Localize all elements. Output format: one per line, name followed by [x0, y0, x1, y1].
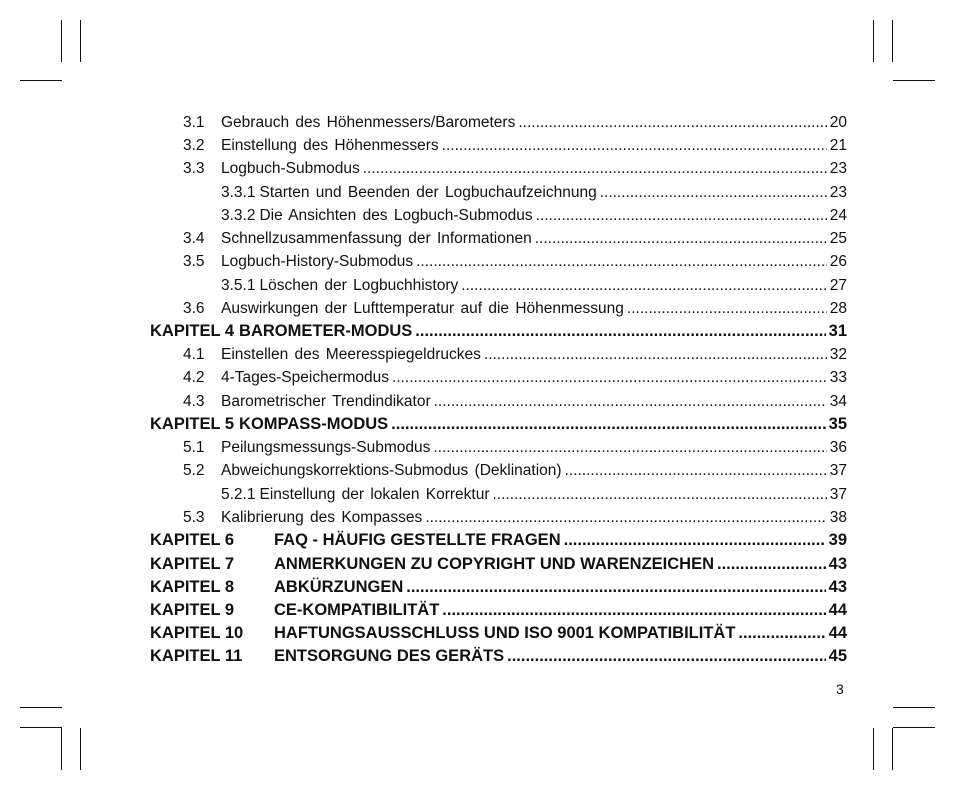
toc-leader-dots: [416, 253, 827, 271]
toc-leader-dots: [425, 509, 826, 527]
toc-entry-number: KAPITEL 4: [150, 322, 235, 340]
toc-entry-page: 43: [828, 578, 847, 596]
toc-chapter-entry: [150, 531, 847, 553]
toc-entry-number: KAPITEL 6: [150, 531, 235, 549]
toc-chapter-entry: [150, 578, 847, 600]
toc-entry-title: Logbuch-Submodus: [221, 160, 360, 177]
toc-entry: [150, 509, 847, 531]
toc-chapter-entry: [150, 601, 847, 623]
toc-entry-number: KAPITEL 9: [150, 601, 235, 619]
toc-entry-page: 23: [829, 160, 847, 177]
toc-entry-page: 37: [829, 486, 847, 503]
toc-entry-number: KAPITEL 8: [150, 578, 235, 596]
toc-entry: [150, 207, 847, 229]
toc-entry-page: 24: [829, 207, 847, 224]
toc-entry-number: 3.3: [183, 160, 205, 177]
toc-entry-page: 44: [828, 601, 847, 619]
toc-entry-page: 25: [829, 230, 847, 247]
toc-entry-title: CE-KOMPATIBILITÄT: [274, 601, 440, 619]
toc-entry-title: Abweichungskorrektions-Submodus (Deklination): [221, 462, 562, 479]
toc-leader-dots: [363, 160, 827, 178]
toc-entry-page: 36: [829, 439, 847, 456]
toc-entry: [150, 462, 847, 484]
toc-entry-title: ENTSORGUNG DES GERÄTS: [274, 647, 505, 665]
toc-leader-dots: [433, 439, 826, 457]
toc-leader-dots: [415, 322, 825, 341]
toc-entry: [150, 137, 847, 159]
toc-entry-page: 26: [829, 253, 847, 270]
toc-entry-title: Einstellung des Höhenmessers: [221, 137, 439, 154]
toc-entry-number: 4.1: [183, 346, 205, 363]
toc-entry-title: Starten und Beenden der Logbuchaufzeichnung: [259, 184, 597, 201]
toc-entry: [150, 277, 847, 299]
toc-leader-dots: [442, 137, 827, 155]
toc-leader-dots: [600, 184, 827, 202]
toc-entry: [150, 439, 847, 461]
toc-chapter-entry: [150, 624, 847, 646]
toc-entry-title: BAROMETER-MODUS: [239, 322, 413, 340]
toc-entry-page: 20: [829, 114, 847, 131]
toc-entry-number: 4.3: [183, 393, 205, 410]
toc-entry-title: Barometrischer Trendindikator: [221, 393, 431, 410]
toc-entry-title: FAQ - HÄUFIG GESTELLTE FRAGEN: [274, 531, 561, 549]
toc-entry-number: 3.1: [183, 114, 205, 131]
toc-entry-number: 5.2.1: [221, 486, 256, 503]
toc-entry-number: 4.2: [183, 369, 205, 386]
toc-leader-dots: [392, 369, 827, 387]
toc-entry-title: HAFTUNGSAUSSCHLUSS UND ISO 9001 KOMPATIBILITÄT: [274, 624, 736, 642]
toc-entry-page: 44: [828, 624, 847, 642]
toc-entry-title: Auswirkungen der Lufttemperatur auf die Höhenmessung: [221, 300, 624, 317]
toc-entry-title: ANMERKUNGEN ZU COPYRIGHT UND WARENZEICHEN: [274, 555, 715, 573]
toc-entry-number: 5.1: [183, 439, 205, 456]
toc-entry-number: 3.4: [183, 230, 205, 247]
toc-entry-page: 45: [828, 647, 847, 665]
toc-entry-number: KAPITEL 5: [150, 415, 235, 433]
toc-entry-page: 27: [829, 277, 847, 294]
toc-entry-title: Die Ansichten des Logbuch-Submodus: [259, 207, 533, 224]
toc-entry: [150, 346, 847, 368]
toc-entry-page: 23: [829, 184, 847, 201]
toc-leader-dots: [535, 230, 827, 248]
toc-entry-title: KOMPASS-MODUS: [239, 415, 389, 433]
toc-leader-dots: [442, 601, 825, 620]
toc-entry-number: 3.6: [183, 300, 205, 317]
toc-entry: [150, 230, 847, 252]
toc-entry-title: Einstellung der lokalen Korrektur: [259, 486, 490, 503]
toc-chapter-entry: [150, 322, 847, 344]
toc-leader-dots: [627, 300, 827, 318]
toc-leader-dots: [536, 207, 827, 225]
toc-entry-title: Gebrauch des Höhenmessers/Barometers: [221, 114, 516, 131]
toc-entry-title: Schnellzusammenfassung der Informationen: [221, 230, 532, 247]
toc-entry-number: 3.5.1: [221, 277, 256, 294]
toc-entry-number: 5.2: [183, 462, 205, 479]
toc-entry: [150, 486, 847, 508]
toc-entry-title: 4-Tages-Speichermodus: [221, 369, 390, 386]
toc-entry-page: 43: [828, 555, 847, 573]
toc-entry-title: Löschen der Logbuchhistory: [259, 277, 459, 294]
toc-entry-number: KAPITEL 7: [150, 555, 235, 573]
toc-entry-page: 34: [829, 393, 847, 410]
toc-leader-dots: [406, 578, 825, 597]
toc-entry-page: 35: [828, 415, 847, 433]
toc-entry-number: 3.3.2: [221, 207, 256, 224]
toc-leader-dots: [518, 114, 826, 132]
toc-entry-page: 38: [829, 509, 847, 526]
toc-leader-dots: [717, 555, 826, 574]
toc-entry: [150, 300, 847, 322]
toc-entry-title: Einstellen des Meeresspiegeldruckes: [221, 346, 481, 363]
toc-entry-page: 33: [829, 369, 847, 386]
toc-entry-page: 28: [829, 300, 847, 317]
toc-entry-page: 39: [828, 531, 847, 549]
toc-leader-dots: [564, 531, 826, 550]
toc-entry-page: 32: [829, 346, 847, 363]
toc-entry-page: 31: [828, 322, 847, 340]
toc-leader-dots: [434, 393, 827, 411]
page-number: 3: [836, 681, 844, 697]
toc-leader-dots: [565, 462, 827, 480]
toc-leader-dots: [391, 415, 825, 434]
toc-entry-number: 3.3.1: [221, 184, 256, 201]
toc-entry-title: Kalibrierung des Kompasses: [221, 509, 423, 526]
toc-entry-number: 3.2: [183, 137, 205, 154]
toc-chapter-entry: [150, 415, 847, 437]
toc-leader-dots: [507, 647, 826, 666]
toc-entry-page: 37: [829, 462, 847, 479]
toc-entry: [150, 393, 847, 415]
toc-entry: [150, 160, 847, 182]
toc-entry-title: Logbuch-History-Submodus: [221, 253, 414, 270]
toc-leader-dots: [493, 486, 827, 504]
toc-chapter-entry: [150, 555, 847, 577]
toc-entry-number: 3.5: [183, 253, 205, 270]
toc-leader-dots: [484, 346, 827, 364]
toc-leader-dots: [461, 277, 827, 295]
toc-chapter-entry: [150, 647, 847, 669]
toc-entry-page: 21: [829, 137, 847, 154]
toc-leader-dots: [738, 624, 825, 643]
toc-entry-title: ABKÜRZUNGEN: [274, 578, 404, 596]
toc-entry-number: KAPITEL 10: [150, 624, 244, 642]
toc-entry-number: 5.3: [183, 509, 205, 526]
toc-entry: [150, 184, 847, 206]
toc-entry-number: KAPITEL 11: [150, 647, 243, 665]
toc-entry: [150, 114, 847, 136]
toc-entry: [150, 369, 847, 391]
toc-entry: [150, 253, 847, 275]
toc-entry-title: Peilungsmessungs-Submodus: [221, 439, 431, 456]
